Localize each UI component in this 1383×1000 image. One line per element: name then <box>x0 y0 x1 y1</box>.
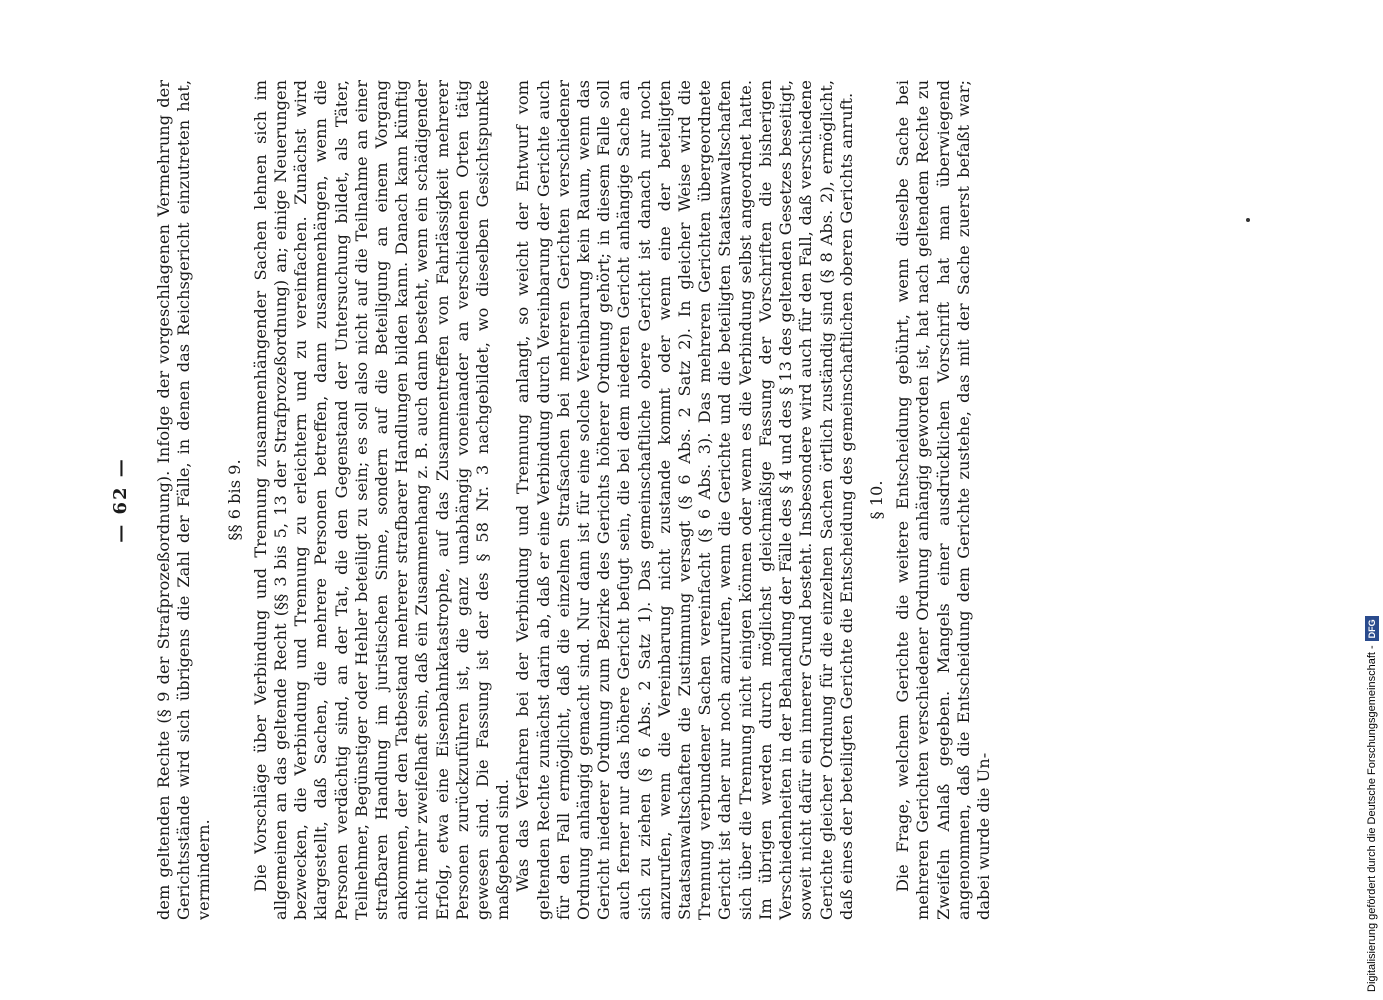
digitization-credit <box>1362 0 1382 992</box>
credit-text: Digitalisierung gefördert durch die Deutsche Forschungsgemeinschaft - <box>1366 645 1378 992</box>
page-number: — 62 — <box>110 457 131 543</box>
dfg-logo: DFG <box>1365 616 1379 641</box>
section-heading-10: § 10. <box>866 480 886 520</box>
paragraph-3: Was das Verfahren bei der Verbindung und Trennung anlangt, so weicht der Entwurf vom geltenden Rechte zunächst darin ab, daß er eine Verbindung durch Vereinbarung der Gerichte auch für den Fall ermöglicht, daß die einzelnen Strafsachen bei mehreren Gerichten verschiedener Ordnung anhängig gemacht sind. Nur dann ist für eine solche Vereinbarung kein Raum, wenn das Gericht niederer Ordnung zum Bezirke des Gerichts höherer Ordnung gehört; in diesem Falle soll auch ferner nur das höhere Gericht befugt sein, die bei dem niederen Gericht anhängige Sache an sich zu ziehen (§ 6 Abs. 2 Satz 1). Das gemeinschaftliche obere Gericht ist danach nur noch anzurufen, wenn die Vereinbarung nicht zustande kommt oder wenn eine der beteiligten Staatsanwaltschaften die Zustimmung versagt (§ 6 Abs. 2 Satz 2). In gleicher Weise wird die Trennung verbundener Sachen vereinfacht (§ 6 Abs. 3). Das mehreren Gerichten übergeordnete Gericht ist daher nur noch anzurufen, wenn die Gerichte und die beteiligten Staatsanwaltschaften sich über die Trennung nicht einigen können oder wenn es die Verbindung selbst angeordnet hatte. Im übrigen werden durch möglichst gleichmäßige Fassung der Vorschriften die bisherigen Verschiedenheiten in der Behandlung der Fälle des § 4 und des § 13 des geltenden Gesetzes beseitigt, soweit nicht dafür ein innerer Grund besteht. Insbesondere wird auch für den Fall, daß verschiedene Gerichte gleicher Ordnung für die einzelnen Sachen örtlich zuständig sind (§ 8 Abs. 2), ermöglicht, daß eines der beteiligten Gerichte die Entscheidung des gemeinschaftlichen oberen Gerichts anruft. <box>513 80 856 920</box>
section-heading-6-9: §§ 6 bis 9. <box>224 459 244 541</box>
rotated-document-page <box>110 80 1270 920</box>
document-body <box>154 80 994 920</box>
paragraph-2: Die Vorschläge über Verbindung und Trennung zusammenhängender Sachen lehnen sich im allgemeinen an das geltende Recht (§§ 3 bis 5, 13 der Strafprozeßordnung) an; einige Neuerungen bezwecken, die Verbindung und Trennung zu erleichtern und zu vereinfachen. Zunächst wird klargestellt, daß Sachen, die mehrere Personen betreffen, dann zusammenhängen, wenn die Personen verdächtig sind, an der Tat, die den Gegenstand der Untersuchung bildet, als Täter, Teilnehmer, Begünstiger oder Hehler beteiligt zu sein; es soll also nicht auf die Teilnahme an einer strafbaren Handlung im juristischen Sinne, sondern auf die Beteiligung an einem Vorgang ankommen, der den Tatbestand mehrerer strafbarer Handlungen bilden kann. Danach kann künftig nicht mehr zweifelhaft sein, daß ein Zusammenhang z. B. auch dann besteht, wenn ein schädigender Erfolg, etwa eine Eisenbahnkatastrophe, auf das Zusammentreffen von Fahrlässigkeit mehrerer Personen zurückzuführen ist, die ganz unabhängig voneinander an verschiedenen Orten tätig gewesen sind. Die Fassung ist der des § 58 Nr. 3 nachgebildet, wo dieselben Gesichtspunkte maßgebend sind. <box>250 80 513 920</box>
paragraph-1: dem geltenden Rechte (§ 9 der Strafprozeßordnung). Infolge der vorgeschlagenen Vermehrung der Gerichtsstände wird sich übrigens die Zahl der Fälle, in denen das Reichsgericht einzutreten hat, vermindern. <box>154 80 214 920</box>
speck-mark <box>1246 218 1250 222</box>
paragraph-4: Die Frage, welchem Gerichte die weitere Entscheidung gebührt, wenn dieselbe Sache bei mehreren Gerichten verschiedener Ordnung anhängig geworden ist, hat nach geltendem Rechte zu Zweifeln Anlaß gegeben. Mangels einer ausdrücklichen Vorschrift hat man überwiegend angenommen, daß die Entscheidung dem Gerichte zustehe, das mit der Sache zuerst befaßt war; dabei wurde die Un- <box>893 80 993 920</box>
